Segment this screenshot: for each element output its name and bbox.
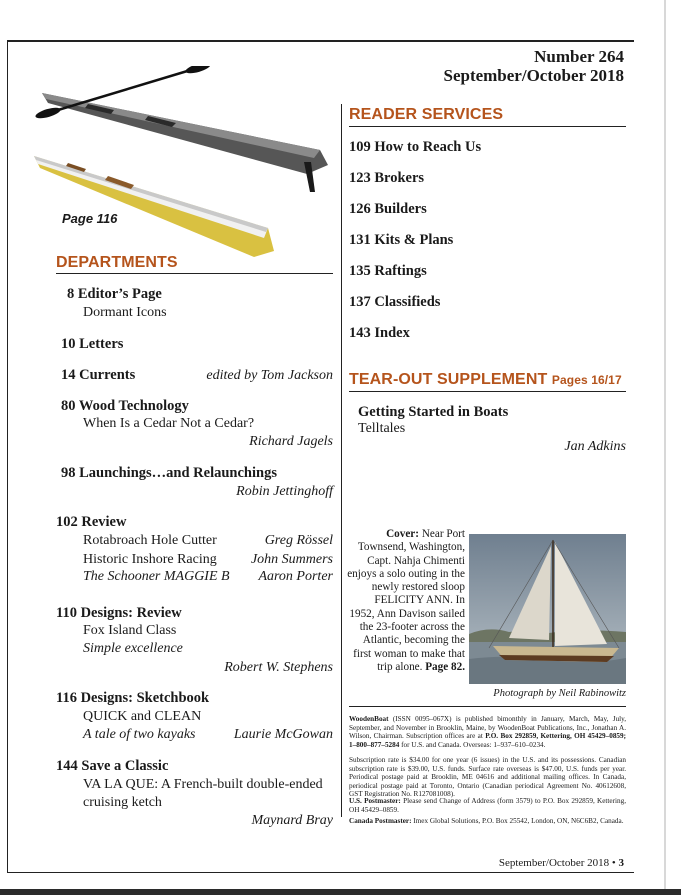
review-author-row — [56, 533, 333, 551]
dept-item-review[interactable] — [56, 514, 126, 531]
fine-print-canada-postmaster — [349, 817, 626, 826]
dept-author: Laurie McGowan — [233, 727, 333, 742]
review-author-row — [56, 569, 333, 587]
cover-page-ref: Page 82. — [425, 660, 465, 673]
fine-print-text: (ISSN 0095–067X) is published bimonthly in January, March, May, July, September, and November in Brooklin, Maine, by WoodenBoat Publications, Inc., Jonathan A. Wilson, Chairman. Subscription offices are at — [349, 715, 627, 741]
dept-title: Designs: Review — [80, 605, 182, 621]
dept-author-row — [56, 727, 333, 745]
supplement-author: Jan Adkins — [564, 439, 626, 454]
issue-number: Number 264 — [534, 47, 624, 66]
departments-heading: DEPARTMENTS — [56, 254, 178, 271]
dept-page-number: 10 — [61, 336, 76, 352]
fine-print-lead: WoodenBoat — [349, 715, 389, 723]
review-author-row — [56, 552, 333, 570]
masthead — [443, 47, 624, 85]
hero-caption: Page 116 — [62, 211, 118, 226]
dept-title: Designs: Sketchbook — [80, 690, 210, 706]
rs-item-index[interactable] — [349, 325, 410, 342]
supplement-pages: Pages 16/17 — [551, 373, 622, 387]
rs-page-number: 123 — [349, 170, 371, 186]
rs-title: Raftings — [374, 263, 427, 279]
dept-title: Wood Technology — [78, 398, 189, 414]
supplement-subtitle: Telltales — [358, 421, 406, 436]
dept-author-row — [56, 813, 333, 831]
dept-title: Review — [81, 514, 127, 530]
rs-item-kits-plans[interactable] — [349, 232, 453, 249]
page-footer — [499, 857, 624, 869]
cover-caption — [347, 528, 465, 674]
cover-photo — [469, 534, 626, 684]
dept-subtitle-2: A tale of two kayaks — [83, 727, 196, 742]
fine-print-rule — [349, 706, 626, 707]
supplement-author-row — [349, 439, 626, 457]
dept-author-row — [56, 660, 333, 678]
rs-page-number: 137 — [349, 294, 371, 310]
issue-date: September/October 2018 — [443, 66, 624, 85]
rs-title: Builders — [374, 201, 427, 217]
dept-subtitle: When Is a Cedar Not a Cedar? — [83, 416, 255, 431]
dept-title: Letters — [79, 336, 124, 352]
rs-item-brokers[interactable] — [349, 170, 424, 187]
rs-page-number: 126 — [349, 201, 371, 217]
rs-page-number: 109 — [349, 139, 371, 155]
rs-title: How to Reach Us — [374, 139, 482, 155]
dept-page-number: 14 — [61, 367, 76, 383]
rs-title: Kits & Plans — [374, 232, 454, 248]
dept-item-editors-page[interactable] — [67, 286, 162, 303]
rs-title: Index — [374, 325, 410, 341]
dept-page-number: 102 — [56, 514, 78, 530]
dept-item-wood-technology[interactable] — [61, 398, 189, 415]
dept-item-save-a-classic[interactable] — [56, 758, 168, 775]
footer-bullet: • — [611, 857, 616, 869]
rs-title: Classifieds — [374, 294, 441, 310]
dept-subtitle: Dormant Icons — [83, 305, 167, 320]
dept-title: Launchings…and Relaunchings — [79, 465, 277, 481]
review-line: Rotabroach Hole Cutter — [83, 533, 217, 548]
fine-print-text-end: for U.S. and Canada. Overseas: 1–937–610–0234. — [401, 740, 546, 749]
review-author: John Summers — [250, 552, 333, 567]
dept-page-number: 144 — [56, 758, 78, 774]
rs-title: Brokers — [374, 170, 425, 186]
bottom-bar — [0, 889, 681, 895]
dept-credit-row — [56, 368, 333, 386]
top-rule — [7, 40, 634, 42]
cover-text: Near Port Townsend, Washington, Capt. Nahja Chimenti enjoys a solo outing in the newly restored sloop FELICITY ANN. In 1952, Ann Davison sailed the 23-footer across the Atlantic, becoming the first woman to make that trip alone. — [347, 528, 465, 673]
dept-author: Maynard Bray — [251, 813, 333, 828]
reader-services-heading: READER SERVICES — [349, 106, 504, 123]
dept-author-row — [56, 434, 333, 452]
fine-print-us-postmaster — [349, 797, 626, 814]
dept-title: Save a Classic — [81, 758, 169, 774]
fine-print-text: Imex Global Solutions, P.O. Box 25542, London, ON, N6C6B2, Canada. — [413, 817, 624, 825]
fine-print-address: P.O. Box 292859, Kettering, OH 45429–0859; 1–800–877–5284 — [349, 732, 626, 749]
dept-page-number: 80 — [61, 398, 76, 414]
bottom-rule — [7, 872, 634, 873]
column-rule — [341, 104, 342, 817]
reader-services-rule — [349, 126, 626, 127]
dept-page-number: 98 — [61, 465, 76, 481]
dept-subtitle-cont: cruising ketch — [83, 795, 162, 810]
left-rule — [7, 40, 8, 872]
dept-item-letters[interactable] — [61, 336, 123, 353]
supplement-heading — [349, 371, 622, 389]
rs-page-number: 135 — [349, 263, 371, 279]
fine-print-text: Please send Change of Address (form 3579) to P.O. Box 292859, Kettering, OH 45429–0859. — [349, 797, 626, 814]
fine-print-lead: Canada Postmaster: — [349, 817, 412, 825]
rs-item-classifieds[interactable] — [349, 294, 440, 311]
dept-item-launchings[interactable] — [61, 465, 277, 482]
rs-item-how-to-reach-us[interactable] — [349, 139, 481, 156]
dept-page-number: 8 — [67, 286, 75, 302]
fine-print-lead: U.S. Postmaster: — [349, 797, 401, 805]
review-line: Historic Inshore Racing — [83, 552, 217, 567]
dept-author: Richard Jagels — [249, 434, 333, 449]
dept-subtitle: VA LA QUE: A French-built double-ended — [83, 777, 323, 792]
review-author: Greg Rössel — [264, 533, 333, 548]
footer-page-number: 3 — [618, 857, 624, 869]
dept-page-number: 110 — [56, 605, 77, 621]
rs-item-raftings[interactable] — [349, 263, 427, 280]
rs-page-number: 131 — [349, 232, 371, 248]
rs-page-number: 143 — [349, 325, 371, 341]
supplement-title[interactable]: Getting Started in Boats — [358, 404, 509, 420]
dept-subtitle: Fox Island Class — [83, 623, 177, 638]
dept-credit: edited by Tom Jackson — [206, 368, 333, 383]
review-author: Aaron Porter — [258, 569, 333, 584]
photo-credit: Photograph by Neil Rabinowitz — [493, 688, 626, 699]
dept-title: Editor’s Page — [77, 286, 162, 302]
fine-print-subscription: Subscription rate is $34.00 for one year (6 issues) in the U.S. and its possessions. Canadian subscription rate is $39.00, U.S. funds. Surface rate overseas is $47.00, U.S. funds per year. Periodical postage paid at Brooklin, ME 04616 and additional mailing offices. In Canada, periodical postage paid at Toronto, Ontario (Canadian periodical Agreement No. 40612608, GST Registration No. R127081008). — [349, 756, 626, 799]
departments-rule — [56, 273, 333, 274]
review-line: The Schooner MAGGIE B — [83, 569, 230, 584]
supplement-rule — [349, 391, 626, 392]
rs-item-builders[interactable] — [349, 201, 427, 218]
dept-page-number: 116 — [56, 690, 77, 706]
dept-title: Currents — [79, 367, 136, 383]
dept-author-row — [56, 484, 333, 502]
supplement-heading-title: TEAR-OUT SUPPLEMENT — [349, 371, 548, 388]
dept-author: Robert W. Stephens — [224, 660, 333, 675]
cover-label: Cover: — [386, 528, 420, 540]
dept-subtitle-2: Simple excellence — [83, 641, 183, 656]
page-edge — [664, 0, 666, 895]
fine-print-publication — [349, 715, 626, 749]
dept-item-designs-sketchbook[interactable] — [56, 690, 209, 707]
dept-author: Robin Jettinghoff — [236, 484, 333, 499]
dept-subtitle: QUICK and CLEAN — [83, 709, 202, 724]
dept-item-designs-review[interactable] — [56, 605, 182, 622]
kayaks-illustration — [28, 66, 333, 266]
footer-date: September/October 2018 — [498, 857, 610, 869]
